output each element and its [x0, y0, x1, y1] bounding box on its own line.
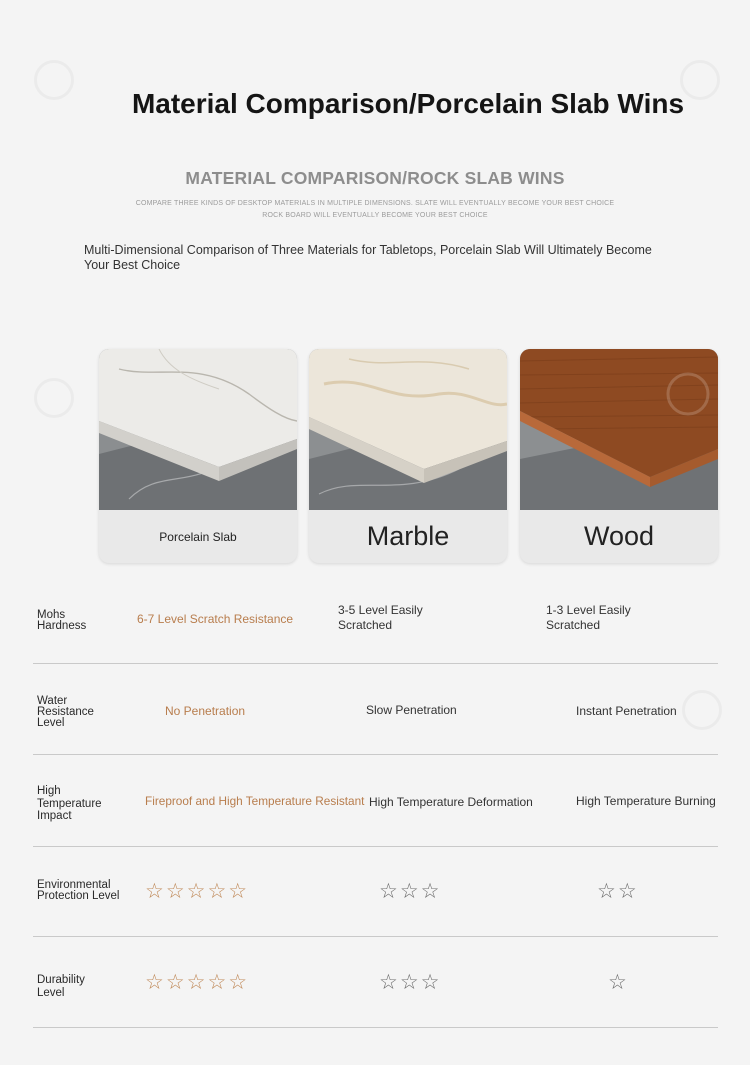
watermark-circle [682, 690, 722, 730]
material-card-marble [309, 349, 507, 563]
porcelain-slab-image [99, 349, 297, 510]
cell-marble-water: Slow Penetration [366, 703, 457, 717]
row-label-water: Water Resistance Level [37, 695, 94, 729]
card-label-marble [309, 510, 507, 563]
card-label-text: Porcelain Slab [159, 529, 237, 544]
row-label-environmental: Environmental Protection Level [37, 879, 120, 902]
cell-wood-mohs: 1-3 Level Easily Scratched [546, 603, 631, 632]
row-divider [33, 936, 718, 937]
subtitle-note-2: ROCK BOARD WILL EVENTUALLY BECOME YOUR BEST CHOICE [262, 212, 488, 219]
cell-wood-water: Instant Penetration [576, 704, 677, 718]
rating-stars-porcelain-environmental: ☆☆☆☆☆ [145, 880, 250, 903]
page-title: Material Comparison/Porcelain Slab Wins [131, 88, 685, 119]
card-label-porcelain [99, 510, 297, 563]
rating-stars-marble-environmental: ☆☆☆ [379, 880, 442, 903]
cell-marble-mohs: 3-5 Level Easily Scratched [338, 603, 423, 632]
row-label-durability: Durability Level [37, 974, 85, 999]
rating-stars-marble-durability: ☆☆☆ [379, 971, 442, 994]
row-divider [33, 663, 718, 664]
row-label-temperature: High Temperature Impact [37, 785, 102, 822]
description: Multi-Dimensional Comparison of Three Materials for Tabletops, Porcelain Slab Will Ultimately Become Your Best Choice [84, 243, 652, 272]
row-label-mohs: Mohs Hardness [37, 609, 87, 632]
rating-stars-porcelain-durability: ☆☆☆☆☆ [145, 971, 250, 994]
wood-slab-image [520, 349, 718, 510]
row-divider [33, 754, 718, 755]
rating-stars-wood-environmental: ☆☆ [597, 880, 639, 903]
cell-wood-temperature: High Temperature Burning [576, 794, 716, 808]
card-label-text: Wood [583, 521, 655, 551]
cell-marble-temperature: High Temperature Deformation [369, 795, 533, 809]
cell-porcelain-temperature: Fireproof and High Temperature Resistant [145, 794, 365, 808]
cell-porcelain-water: No Penetration [165, 704, 246, 718]
material-card-wood [520, 349, 718, 563]
marble-slab-image [309, 349, 507, 510]
subtitle-note-1: COMPARE THREE KINDS OF DESKTOP MATERIALS IN MULTIPLE DIMENSIONS. SLATE WILL EVENTUALLY BECOME YOUR BEST CHOICE [135, 200, 615, 207]
material-card-porcelain [99, 349, 297, 563]
cell-porcelain-mohs: 6-7 Level Scratch Resistance [137, 612, 294, 626]
watermark-circle [34, 378, 74, 418]
card-label-text: Marble [366, 521, 450, 551]
section-subtitle: MATERIAL COMPARISON/ROCK SLAB WINS [185, 168, 565, 188]
row-divider [33, 1027, 718, 1028]
card-label-wood [520, 510, 718, 563]
rating-stars-wood-durability: ☆ [608, 971, 629, 994]
row-divider [33, 846, 718, 847]
